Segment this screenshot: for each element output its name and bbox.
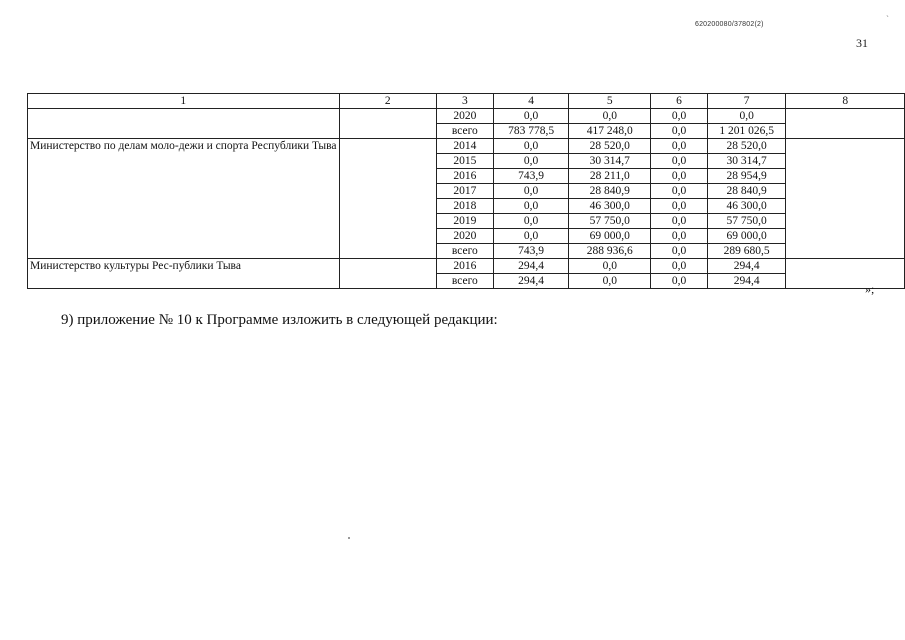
table-group — [28, 139, 905, 259]
col6-value-cell: 0,0 — [651, 229, 708, 244]
empty-column-8-cell — [786, 139, 905, 259]
col6-value-cell: 0,0 — [651, 244, 708, 259]
col7-total-cell: 28 840,9 — [707, 184, 786, 199]
col6-value-cell: 0,0 — [651, 154, 708, 169]
empty-column-2-cell — [339, 109, 436, 139]
col5-value-cell: 57 750,0 — [569, 214, 651, 229]
column-number-8: 8 — [786, 94, 905, 109]
table-group — [28, 259, 905, 289]
year-cell: всего — [436, 124, 493, 139]
col7-total-cell: 294,4 — [707, 274, 786, 289]
col5-value-cell: 0,0 — [569, 259, 651, 274]
col7-total-cell: 28 954,9 — [707, 169, 786, 184]
col4-value-cell: 0,0 — [493, 154, 568, 169]
col6-value-cell: 0,0 — [651, 139, 708, 154]
column-number-6: 6 — [651, 94, 708, 109]
year-cell: всего — [436, 274, 493, 289]
agency-name-cell — [28, 109, 340, 139]
instruction-paragraph: 9) приложение № 10 к Программе изложить в следующей редакции: — [61, 312, 498, 328]
col7-total-cell: 294,4 — [707, 259, 786, 274]
col7-total-cell: 28 520,0 — [707, 139, 786, 154]
column-number-4: 4 — [493, 94, 568, 109]
column-number-5: 5 — [569, 94, 651, 109]
table-group — [28, 109, 905, 139]
col4-value-cell: 0,0 — [493, 229, 568, 244]
col4-value-cell: 743,9 — [493, 244, 568, 259]
page-number: 31 — [856, 36, 868, 50]
col5-value-cell: 69 000,0 — [569, 229, 651, 244]
agency-name-cell: Министерство культуры Рес-публики Тыва — [28, 259, 340, 289]
col5-value-cell: 0,0 — [569, 109, 651, 124]
table-header-row — [28, 94, 905, 109]
col7-total-cell: 57 750,0 — [707, 214, 786, 229]
year-cell: всего — [436, 244, 493, 259]
column-number-1: 1 — [28, 94, 340, 109]
document-stamp: 620200080/37802(2) — [695, 21, 764, 28]
year-cell: 2020 — [436, 109, 493, 124]
table-row — [28, 259, 905, 274]
empty-column-8-cell — [786, 109, 905, 139]
year-cell: 2014 — [436, 139, 493, 154]
col6-value-cell: 0,0 — [651, 274, 708, 289]
col4-value-cell: 294,4 — [493, 259, 568, 274]
col4-value-cell: 0,0 — [493, 139, 568, 154]
col6-value-cell: 0,0 — [651, 214, 708, 229]
column-number-3: 3 — [436, 94, 493, 109]
scan-speck — [348, 537, 350, 539]
col4-value-cell: 783 778,5 — [493, 124, 568, 139]
col4-value-cell: 0,0 — [493, 184, 568, 199]
agency-name-cell: Министерство по делам моло-дежи и спорта Республики Тыва — [28, 139, 340, 259]
table-row — [28, 139, 905, 154]
empty-column-2-cell — [339, 139, 436, 259]
year-cell: 2018 — [436, 199, 493, 214]
col4-value-cell: 0,0 — [493, 214, 568, 229]
col5-value-cell: 28 520,0 — [569, 139, 651, 154]
year-cell: 2019 — [436, 214, 493, 229]
col7-total-cell: 1 201 026,5 — [707, 124, 786, 139]
empty-column-8-cell — [786, 259, 905, 289]
year-cell: 2016 — [436, 259, 493, 274]
empty-column-2-cell — [339, 259, 436, 289]
year-cell: 2015 — [436, 154, 493, 169]
col5-value-cell: 288 936,6 — [569, 244, 651, 259]
col7-total-cell: 30 314,7 — [707, 154, 786, 169]
col7-total-cell: 69 000,0 — [707, 229, 786, 244]
col6-value-cell: 0,0 — [651, 184, 708, 199]
col5-value-cell: 0,0 — [569, 274, 651, 289]
table-row — [28, 109, 905, 124]
col4-value-cell: 0,0 — [493, 199, 568, 214]
column-number-2: 2 — [339, 94, 436, 109]
col4-value-cell: 0,0 — [493, 109, 568, 124]
col5-value-cell: 46 300,0 — [569, 199, 651, 214]
col5-value-cell: 28 211,0 — [569, 169, 651, 184]
col5-value-cell: 30 314,7 — [569, 154, 651, 169]
margin-tick: ` — [886, 14, 889, 24]
col4-value-cell: 294,4 — [493, 274, 568, 289]
col6-value-cell: 0,0 — [651, 259, 708, 274]
col7-total-cell: 0,0 — [707, 109, 786, 124]
budget-table — [27, 93, 905, 289]
col6-value-cell: 0,0 — [651, 109, 708, 124]
col5-value-cell: 417 248,0 — [569, 124, 651, 139]
year-cell: 2017 — [436, 184, 493, 199]
col5-value-cell: 28 840,9 — [569, 184, 651, 199]
column-number-7: 7 — [707, 94, 786, 109]
col7-total-cell: 289 680,5 — [707, 244, 786, 259]
col6-value-cell: 0,0 — [651, 169, 708, 184]
year-cell: 2016 — [436, 169, 493, 184]
year-cell: 2020 — [436, 229, 493, 244]
col6-value-cell: 0,0 — [651, 199, 708, 214]
col7-total-cell: 46 300,0 — [707, 199, 786, 214]
col6-value-cell: 0,0 — [651, 124, 708, 139]
col4-value-cell: 743,9 — [493, 169, 568, 184]
closing-quote: »; — [865, 282, 875, 296]
